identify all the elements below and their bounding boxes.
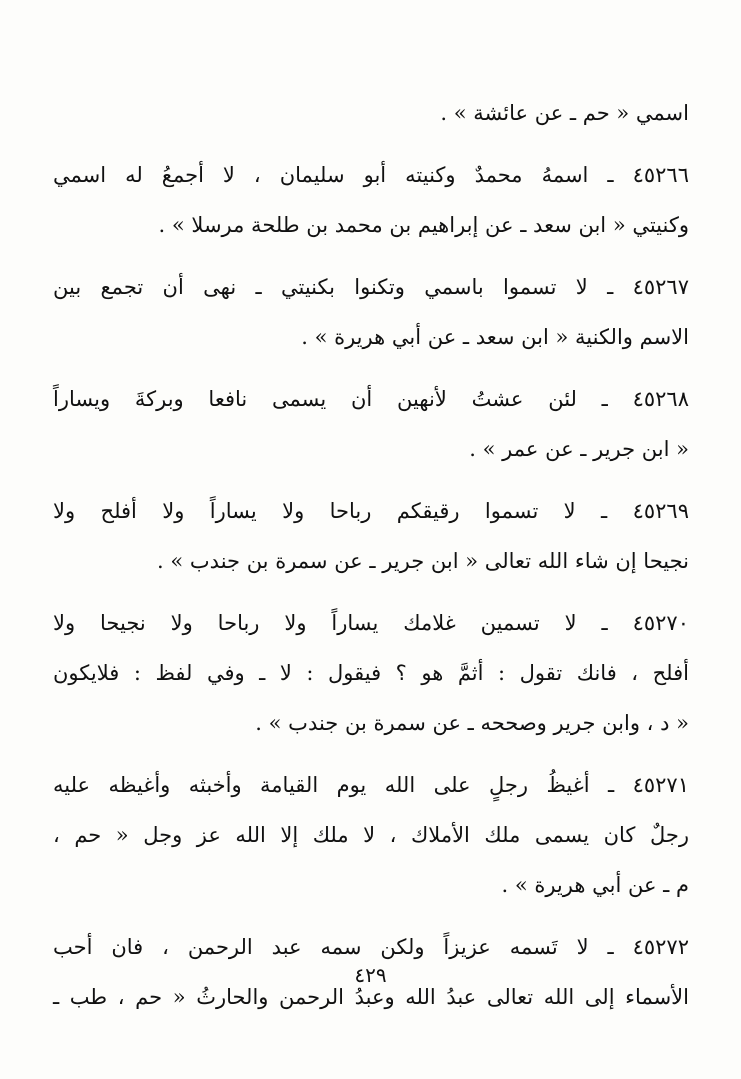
text-line: رجلٌ كان يسمى ملك الأملاك ، لا ملك إلا الله عز وجل « حم ،	[53, 823, 689, 847]
text-line: أفلح ، فانك تقول : أثمَّ هو ؟ فيقول : لا ـ وفي لفظ : فلايكون	[53, 661, 689, 685]
hadith-text-block	[53, 88, 689, 1022]
text-line: نجيحا إن شاء الله تعالى « ابن جرير ـ عن سمرة بن جندب » .	[157, 549, 689, 573]
text-line: « د ، وابن جرير وصححه ـ عن سمرة بن جندب » .	[255, 711, 689, 735]
text-line: ٤٥٢٦٨ ـ لئن عشتُ لأنهين أن يسمى نافعا وبركةَ ويساراً	[53, 387, 689, 411]
text-line: اسمي « حم ـ عن عائشة » .	[440, 101, 689, 125]
text-line: ٤٥٢٦٩ ـ لا تسموا رقيقكم رباحا ولا يساراً ولا أفلح ولا	[53, 499, 689, 523]
text-line: ٤٥٢٦٧ ـ لا تسموا باسمي وتكنوا بكنيتي ـ نهى أن تجمع بين	[53, 275, 689, 299]
page-number: ٤٢٩	[354, 963, 387, 987]
text-line: ٤٥٢٧٠ ـ لا تسمين غلامك يساراً ولا رباحا ولا نجيحا ولا	[53, 611, 689, 635]
text-line: ٤٥٢٦٦ ـ اسمهُ محمدٌ وكنيته أبو سليمان ، لا أجمعُ له اسمي	[53, 163, 689, 187]
text-line: وكنيتي « ابن سعد ـ عن إبراهيم بن محمد بن طلحة مرسلا » .	[158, 213, 689, 237]
text-line: ٤٥٢٧٢ ـ لا تَسمه عزيزاً ولكن سمه عبد الرحمن ، فان أحب	[53, 935, 689, 959]
text-line: ٤٥٢٧١ ـ أغيظُ رجلٍ على الله يوم القيامة وأخبثه وأغيظه عليه	[53, 773, 689, 797]
text-line: الاسم والكنية « ابن سعد ـ عن أبي هريرة » .	[301, 325, 689, 349]
text-line: م ـ عن أبي هريرة » .	[501, 873, 689, 897]
text-line: « ابن جرير ـ عن عمر » .	[469, 437, 689, 461]
text-line: الأسماء إلى الله تعالى عبدُ الله وعبدُ الرحمن والحارثُ « حم ، طب ـ	[53, 985, 689, 1009]
